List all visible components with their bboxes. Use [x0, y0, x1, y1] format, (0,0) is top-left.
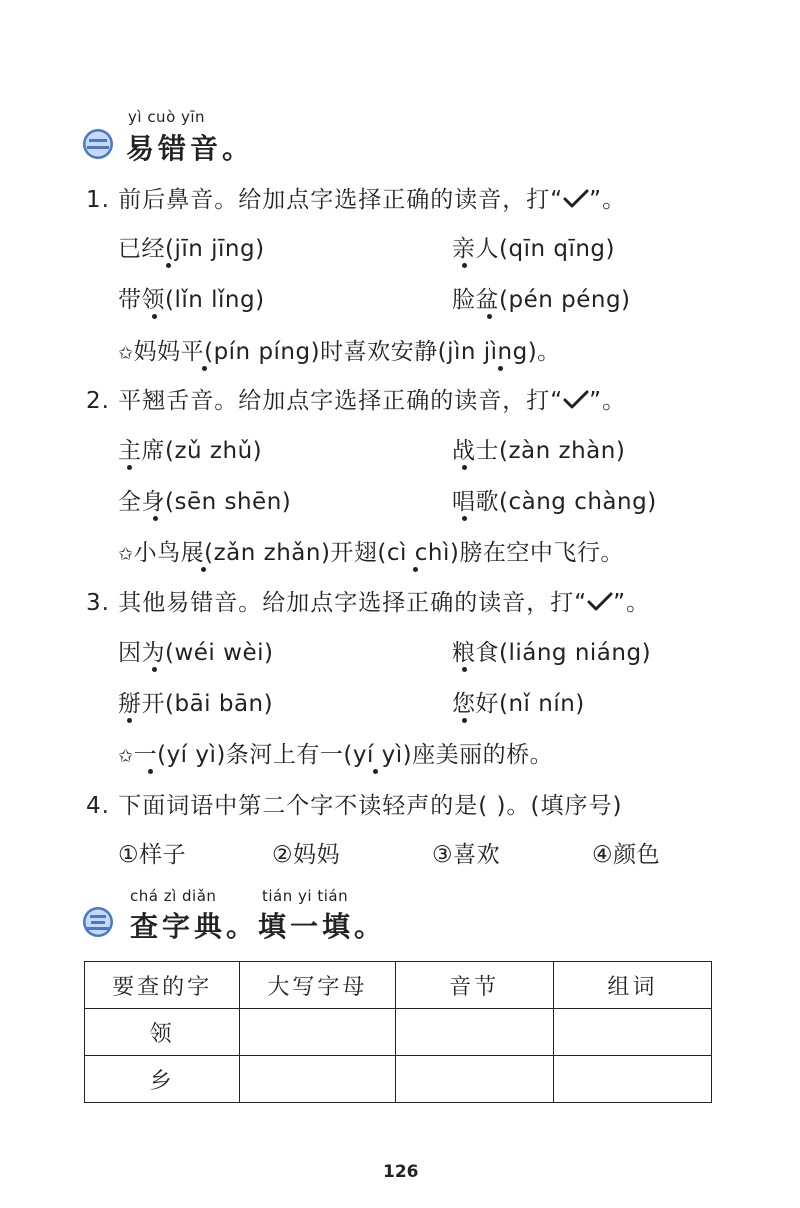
q4-prompt: 4. 下面词语中第二个字不读轻声的是( )。(填序号) [86, 793, 623, 819]
emphasis-dot [462, 667, 467, 672]
table-cell-input[interactable] [240, 1009, 395, 1056]
emphasis-dot [152, 314, 157, 319]
emphasis-dot [462, 516, 467, 521]
q2-item-3: 全身(sēn shēn) [118, 489, 292, 515]
checkmark-icon [563, 189, 589, 209]
emphasis-dot [148, 769, 153, 774]
table-cell-input[interactable] [240, 1056, 395, 1103]
q3-item-2: 粮食(liáng niáng) [452, 640, 652, 666]
emphasis-dot [373, 769, 378, 774]
q1-item-4: 脸盆(pén péng) [452, 287, 631, 313]
emphasis-dot [201, 567, 206, 572]
checkmark-icon [587, 592, 613, 612]
section3-title: 查字典。填一填。 [130, 910, 387, 943]
q2-prompt: 2. 平翘舌音。给加点字选择正确的读音，打“ ”。 [86, 388, 627, 414]
emphasis-dot [462, 263, 467, 268]
emphasis-dot [413, 567, 418, 572]
emphasis-dot [462, 718, 467, 723]
star-icon: ✩ [118, 746, 134, 767]
star-icon: ✩ [118, 544, 134, 565]
emphasis-dot [462, 465, 467, 470]
emphasis-dot [166, 263, 171, 268]
q2-item-2: 战士(zàn zhàn) [452, 438, 626, 464]
table-row [85, 1009, 712, 1056]
q1-item-3: 带领(lǐn lǐng) [118, 287, 265, 313]
section3-pinyin-1: chá zì diǎn [130, 887, 217, 905]
q1-prompt: 1. 前后鼻音。给加点字选择正确的读音，打“ ”。 [86, 187, 627, 213]
q3-item-3: 掰开(bāi bān) [118, 691, 274, 717]
q3-sentence: ✩一(yí yì)条河上有一(yí yì)座美丽的桥。 [118, 742, 554, 768]
table-header-cell: 要查的字 [85, 962, 240, 1009]
table-cell-input[interactable] [395, 1056, 553, 1103]
emphasis-dot [152, 667, 157, 672]
table-header-cell: 组词 [553, 962, 711, 1009]
section-three-badge-icon [82, 906, 114, 938]
q1-sentence: ✩妈妈平(pín píng)时喜欢安静(jìn jìng)。 [118, 339, 561, 365]
q4-option-4[interactable]: ④颜色 [592, 842, 661, 868]
page-number: 126 [383, 1162, 419, 1182]
table-cell-input[interactable] [553, 1056, 711, 1103]
emphasis-dot [127, 465, 132, 470]
dictionary-table [84, 961, 712, 1103]
table-cell-char: 乡 [85, 1056, 240, 1103]
emphasis-dot [127, 718, 132, 723]
table-cell-input[interactable] [395, 1009, 553, 1056]
q3-prompt: 3. 其他易错音。给加点字选择正确的读音，打“ ”。 [86, 590, 651, 616]
section-two-badge-icon [82, 128, 114, 160]
section2-title: 易错音。 [126, 132, 255, 165]
table-cell-char: 领 [85, 1009, 240, 1056]
section3-pinyin-2: tián yi tián [262, 887, 349, 905]
star-icon: ✩ [118, 343, 134, 364]
emphasis-dot [498, 366, 503, 371]
q4-option-2[interactable]: ②妈妈 [272, 842, 341, 868]
emphasis-dot [202, 366, 207, 371]
table-header-cell: 大写字母 [240, 962, 395, 1009]
q1-item-1: 已经(jīn jīng) [118, 236, 265, 262]
q3-item-4: 您好(nǐ nín) [452, 691, 585, 717]
q2-sentence: ✩小鸟展(zǎn zhǎn)开翅(cì chì)膀在空中飞行。 [118, 540, 624, 566]
table-cell-input[interactable] [553, 1009, 711, 1056]
q1-item-2: 亲人(qīn qīng) [452, 236, 615, 262]
table-row [85, 1056, 712, 1103]
emphasis-dot [153, 516, 158, 521]
checkmark-icon [563, 390, 589, 410]
table-header-cell: 音节 [395, 962, 553, 1009]
q3-item-1: 因为(wéi wèi) [118, 640, 274, 666]
q4-option-3[interactable]: ③喜欢 [432, 842, 501, 868]
section2-pinyin: yì cuò yīn [128, 108, 206, 126]
q2-item-4: 唱歌(càng chàng) [452, 489, 657, 515]
q2-item-1: 主席(zǔ zhǔ) [118, 438, 263, 464]
q4-option-1[interactable]: ①样子 [118, 842, 187, 868]
emphasis-dot [487, 314, 492, 319]
table-header-row [85, 962, 712, 1009]
